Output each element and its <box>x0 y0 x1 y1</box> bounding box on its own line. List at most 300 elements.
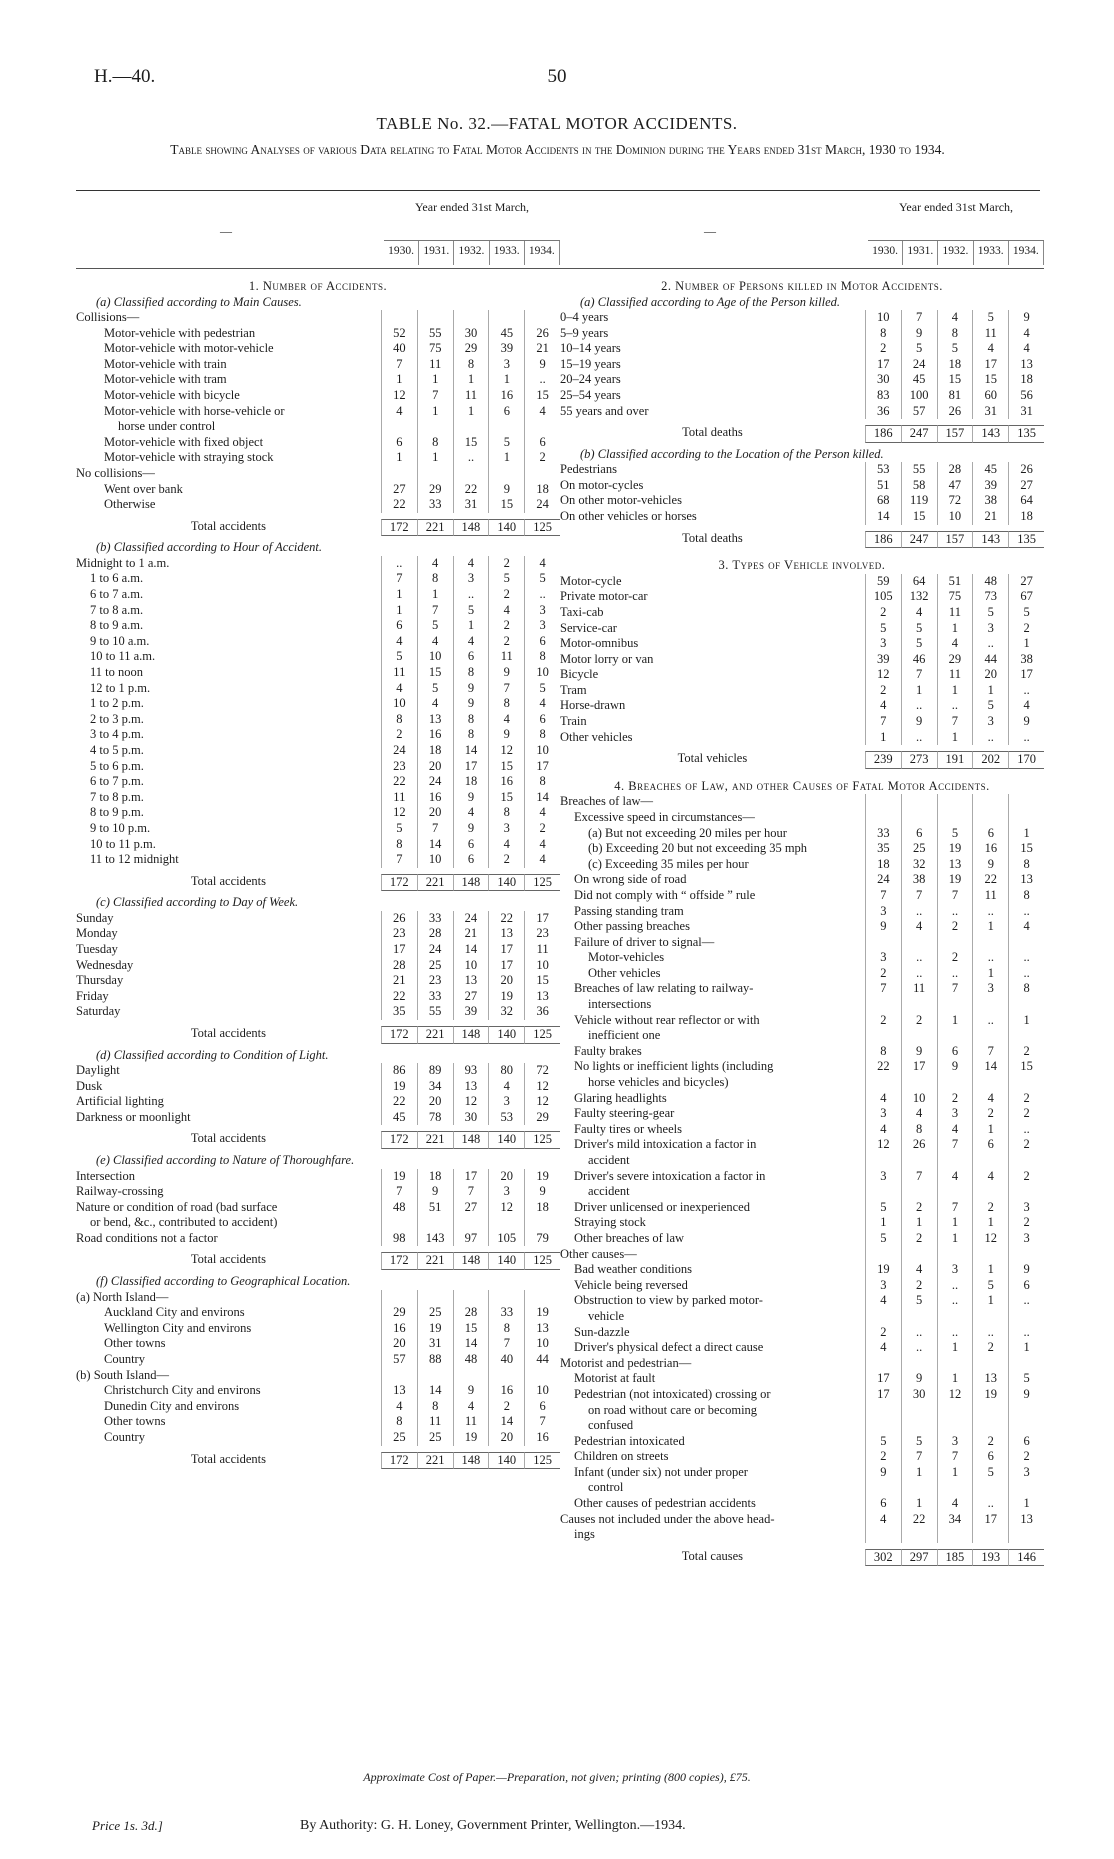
table-row <box>76 1290 560 1306</box>
value-cell: 4 <box>488 712 524 728</box>
value-cell: 247 <box>901 425 937 443</box>
value-cell: 22 <box>972 872 1008 888</box>
top-rule <box>76 190 1040 191</box>
table-row <box>560 357 1044 373</box>
value-cell: 221 <box>417 1131 453 1149</box>
value-cell: 14 <box>488 1414 524 1430</box>
value-cell: 26 <box>524 326 560 342</box>
value-cell: 10 <box>865 310 901 326</box>
value-cell: .. <box>1008 1293 1044 1309</box>
value-cell: 25 <box>417 1305 453 1321</box>
row-label: 9 to 10 p.m. <box>90 820 151 835</box>
value-cell: 7 <box>937 1137 973 1153</box>
subsection-heading: (a) Classified according to Age of the Person killed. <box>580 294 841 309</box>
value-cell: 2 <box>865 341 901 357</box>
total-row <box>76 874 560 892</box>
table-row <box>76 634 560 650</box>
value-cell: 10 <box>901 1091 937 1107</box>
value-cell: 4 <box>937 1496 973 1512</box>
value-cell: 15 <box>901 509 937 525</box>
table-row <box>560 730 1044 746</box>
value-cell: 4 <box>937 636 973 652</box>
table-row <box>560 388 1044 404</box>
year-header: 1933. <box>974 241 1009 265</box>
row-label: Causes not included under the above head- <box>560 1511 775 1526</box>
value-cell: 4 <box>524 696 560 712</box>
table-row <box>76 911 560 927</box>
value-cell: 78 <box>417 1110 453 1126</box>
cost-note: Approximate Cost of Paper.—Preparation, not given; printing (800 copies), £75. <box>363 1770 751 1784</box>
value-cell: 4 <box>865 1122 901 1138</box>
value-cell: 27 <box>381 482 417 498</box>
value-cell: .. <box>972 904 1008 920</box>
value-cell: 6 <box>453 837 489 853</box>
row-label: Intersection <box>76 1168 136 1183</box>
value-cell: 6 <box>524 712 560 728</box>
row-label: 10–14 years <box>560 341 621 356</box>
value-cell: 2 <box>937 1091 973 1107</box>
row-label: No lights or inefficient lights (including <box>574 1059 774 1074</box>
value-cell: 148 <box>453 1452 489 1470</box>
value-cell <box>972 810 1008 826</box>
row-label: Friday <box>76 988 109 1003</box>
value-cell: 24 <box>865 872 901 888</box>
value-cell: 13 <box>1008 357 1044 373</box>
value-cell <box>937 1403 973 1419</box>
value-cell: 12 <box>937 1387 973 1403</box>
table-row <box>560 310 1044 326</box>
section-heading: 2. Number of Persons killed in Motor Accidents. <box>661 279 943 293</box>
value-cell: 20 <box>488 1169 524 1185</box>
table-row <box>560 1403 1044 1419</box>
value-cell: 8 <box>417 571 453 587</box>
value-cell: 9 <box>1008 1387 1044 1403</box>
row-label: Driver's physical defect a direct cause <box>574 1340 764 1355</box>
value-cell: 1 <box>453 618 489 634</box>
table-row <box>76 450 560 466</box>
table-row <box>76 665 560 681</box>
value-cell: 5 <box>901 1293 937 1309</box>
value-cell: 7 <box>901 310 937 326</box>
value-cell: 86 <box>381 1063 417 1079</box>
table-row <box>560 652 1044 668</box>
value-cell: 51 <box>417 1200 453 1216</box>
value-cell: 19 <box>381 1169 417 1185</box>
row-label: Total vehicles <box>677 751 748 766</box>
value-cell: 125 <box>524 519 560 537</box>
row-label: 1 to 2 p.m. <box>90 696 144 711</box>
table-row <box>560 1200 1044 1216</box>
value-cell: 22 <box>901 1512 937 1528</box>
left-panel <box>76 196 560 1473</box>
row-label: 5 to 6 p.m. <box>90 758 144 773</box>
table-row <box>76 404 560 420</box>
value-cell: 14 <box>417 1383 453 1399</box>
value-cell: 1 <box>1008 636 1044 652</box>
value-cell: 4 <box>1008 341 1044 357</box>
table-row <box>76 372 560 388</box>
value-cell: 1 <box>972 966 1008 982</box>
value-cell: 27 <box>453 1200 489 1216</box>
value-cell: 13 <box>381 1383 417 1399</box>
total-row <box>76 1131 560 1149</box>
table-row <box>76 821 560 837</box>
value-cell: 1 <box>453 372 489 388</box>
value-cell: 1 <box>972 1293 1008 1309</box>
table-row <box>560 1028 1044 1044</box>
value-cell: 7 <box>937 888 973 904</box>
value-cell: 24 <box>524 497 560 513</box>
value-cell: 3 <box>972 714 1008 730</box>
value-cell: 9 <box>1008 1262 1044 1278</box>
row-label: Tuesday <box>76 941 118 956</box>
value-cell <box>972 1184 1008 1200</box>
row-label: Vehicle being reversed <box>574 1277 688 1292</box>
table-subtitle: Table showing Analyses of various Data relating to Fatal Motor Accidents in the Dominion during the Years ended 31st March, 1930 to 1934. <box>170 142 945 157</box>
value-cell: 15 <box>453 435 489 451</box>
row-label: 3 to 4 p.m. <box>90 727 144 742</box>
year-ended-header: Year ended 31st March, <box>414 200 530 214</box>
table-row <box>560 667 1044 683</box>
value-cell <box>488 1215 524 1231</box>
value-cell: .. <box>972 1013 1008 1029</box>
value-cell: 1 <box>972 1215 1008 1231</box>
row-label: Excessive speed in circumstances— <box>574 809 755 824</box>
row-label: 55 years and over <box>560 403 649 418</box>
value-cell: 8 <box>417 1399 453 1415</box>
value-cell: 30 <box>901 1387 937 1403</box>
value-cell: 98 <box>381 1231 417 1247</box>
value-cell <box>417 310 453 326</box>
value-cell: 9 <box>901 1044 937 1060</box>
value-cell: 157 <box>937 425 973 443</box>
value-cell: 55 <box>417 326 453 342</box>
row-label: Train <box>560 714 587 729</box>
value-cell <box>1008 810 1044 826</box>
value-cell <box>381 1290 417 1306</box>
value-cell: 172 <box>381 1252 417 1270</box>
value-cell: 27 <box>1008 574 1044 590</box>
value-cell: 9 <box>937 1059 973 1075</box>
value-cell: 8 <box>937 326 973 342</box>
value-cell: 15 <box>1008 841 1044 857</box>
value-cell: .. <box>901 966 937 982</box>
subsection-heading: (e) Classified according to Nature of Thoroughfare. <box>96 1153 355 1167</box>
value-cell: 9 <box>453 821 489 837</box>
value-cell: 13 <box>453 973 489 989</box>
value-cell: 4 <box>488 837 524 853</box>
value-cell: 6 <box>453 649 489 665</box>
value-cell: 100 <box>901 388 937 404</box>
value-cell: 146 <box>1008 1549 1044 1567</box>
value-cell <box>453 419 489 435</box>
value-cell: 221 <box>417 1452 453 1470</box>
value-cell: 12 <box>524 1079 560 1095</box>
value-cell: 1 <box>901 1496 937 1512</box>
table-row <box>76 1305 560 1321</box>
value-cell: 23 <box>381 759 417 775</box>
value-cell: 68 <box>865 493 901 509</box>
value-cell: 8 <box>524 649 560 665</box>
row-label: Other towns <box>104 1414 166 1429</box>
value-cell <box>524 419 560 435</box>
row-label: inefficient one <box>588 1028 661 1043</box>
value-cell: 64 <box>1008 493 1044 509</box>
year-header: 1934. <box>525 241 560 265</box>
value-cell <box>865 1309 901 1325</box>
value-cell: 7 <box>865 981 901 997</box>
value-cell: .. <box>1008 1122 1044 1138</box>
value-cell: 12 <box>972 1231 1008 1247</box>
table-row <box>560 950 1044 966</box>
value-cell <box>937 1418 973 1434</box>
value-cell: 18 <box>417 1169 453 1185</box>
row-label: Motor-vehicle with motor-vehicle <box>104 341 274 356</box>
value-cell: 17 <box>488 958 524 974</box>
row-label: Motorist at fault <box>574 1371 656 1386</box>
value-cell: 3 <box>1008 1465 1044 1481</box>
value-cell: 22 <box>488 911 524 927</box>
value-cell: 19 <box>937 872 973 888</box>
value-cell: 7 <box>865 888 901 904</box>
value-cell: .. <box>524 587 560 603</box>
value-cell: 6 <box>1008 1434 1044 1450</box>
table-row <box>76 310 560 326</box>
value-cell: 7 <box>381 1184 417 1200</box>
value-cell: 5 <box>865 1200 901 1216</box>
value-cell <box>865 1075 901 1091</box>
value-cell: 1 <box>901 683 937 699</box>
value-cell: 16 <box>488 1383 524 1399</box>
row-label: No collisions— <box>76 465 155 480</box>
value-cell: 55 <box>417 1004 453 1020</box>
value-cell: 9 <box>417 1184 453 1200</box>
value-cell <box>972 1075 1008 1091</box>
value-cell: 4 <box>381 1399 417 1415</box>
value-cell: 16 <box>524 1430 560 1446</box>
value-cell: 55 <box>901 462 937 478</box>
value-cell: 75 <box>417 341 453 357</box>
value-cell: 5 <box>453 603 489 619</box>
value-cell: 7 <box>381 852 417 868</box>
row-label: Wednesday <box>76 957 134 972</box>
value-cell: 11 <box>381 790 417 806</box>
table-row <box>560 621 1044 637</box>
value-cell: 40 <box>488 1352 524 1368</box>
value-cell: 11 <box>972 326 1008 342</box>
value-cell: 52 <box>381 326 417 342</box>
value-cell: 26 <box>381 911 417 927</box>
row-label: Road conditions not a factor <box>76 1230 218 1245</box>
value-cell: 36 <box>524 1004 560 1020</box>
value-cell: 2 <box>901 1200 937 1216</box>
table-row <box>560 1169 1044 1185</box>
row-label: Driver's severe intoxication a factor in <box>574 1168 766 1183</box>
section-heading: 4. Breaches of Law, and other Causes of Fatal Motor Accidents. <box>614 778 990 793</box>
value-cell: 7 <box>524 1414 560 1430</box>
row-label: 10 to 11 p.m. <box>90 836 156 851</box>
value-cell: 172 <box>381 874 417 892</box>
value-cell: 5 <box>1008 605 1044 621</box>
value-cell <box>453 466 489 482</box>
value-cell: 7 <box>488 1336 524 1352</box>
value-cell <box>972 1247 1008 1263</box>
value-cell: 13 <box>524 1321 560 1337</box>
value-cell <box>901 1480 937 1496</box>
value-cell <box>865 1028 901 1044</box>
table-row <box>560 1122 1044 1138</box>
table-row <box>76 649 560 665</box>
row-label: Other causes— <box>560 1246 637 1261</box>
value-cell: 6 <box>453 852 489 868</box>
value-cell: 7 <box>488 681 524 697</box>
value-cell: 10 <box>417 852 453 868</box>
value-cell: 9 <box>1008 310 1044 326</box>
value-cell: 47 <box>937 478 973 494</box>
value-cell: 221 <box>417 874 453 892</box>
value-cell: 5 <box>901 341 937 357</box>
value-cell: 2 <box>865 1013 901 1029</box>
value-cell: 1 <box>453 404 489 420</box>
value-cell: 29 <box>937 652 973 668</box>
value-cell: 125 <box>524 1026 560 1044</box>
value-cell: 4 <box>417 696 453 712</box>
table-row <box>76 1414 560 1430</box>
row-label: (a) North Island— <box>76 1289 169 1304</box>
value-cell <box>901 1075 937 1091</box>
value-cell: 29 <box>381 1305 417 1321</box>
value-cell: 135 <box>1008 425 1044 443</box>
table-row <box>76 1336 560 1352</box>
value-cell <box>972 1309 1008 1325</box>
value-cell: 5 <box>488 435 524 451</box>
value-cell: 140 <box>488 1026 524 1044</box>
value-cell: .. <box>972 1496 1008 1512</box>
table-row <box>560 935 1044 951</box>
value-cell: 45 <box>488 326 524 342</box>
row-label: (c) Exceeding 35 miles per hour <box>588 856 749 871</box>
table-row <box>560 636 1044 652</box>
value-cell <box>901 1527 937 1543</box>
table-row <box>560 1371 1044 1387</box>
value-cell: 14 <box>417 837 453 853</box>
value-cell: 1 <box>417 372 453 388</box>
value-cell: .. <box>972 636 1008 652</box>
value-cell: 33 <box>488 1305 524 1321</box>
right-table-body <box>560 279 1044 1566</box>
value-cell: 44 <box>972 652 1008 668</box>
value-cell: 6 <box>381 435 417 451</box>
value-cell: 9 <box>524 1184 560 1200</box>
value-cell: 9 <box>901 714 937 730</box>
table-row <box>76 388 560 404</box>
row-label: 11 to 12 midnight <box>90 852 179 867</box>
row-label: 4 to 5 p.m. <box>90 742 144 757</box>
table-row <box>76 556 560 572</box>
value-cell: .. <box>381 556 417 572</box>
value-cell: 15 <box>488 790 524 806</box>
value-cell: 88 <box>417 1352 453 1368</box>
value-cell: 9 <box>453 681 489 697</box>
value-cell: 11 <box>524 942 560 958</box>
value-cell: 2 <box>524 821 560 837</box>
row-label: Country <box>104 1351 145 1366</box>
value-cell: 157 <box>937 531 973 549</box>
value-cell: 11 <box>417 1414 453 1430</box>
value-cell: 15 <box>1008 1059 1044 1075</box>
value-cell: 26 <box>901 1137 937 1153</box>
value-cell: 15 <box>937 372 973 388</box>
table-row <box>560 1340 1044 1356</box>
value-cell: 20 <box>381 1336 417 1352</box>
value-cell: 3 <box>488 1184 524 1200</box>
table-row <box>76 587 560 603</box>
value-cell: 140 <box>488 1252 524 1270</box>
subsection-heading: (a) Classified according to Main Causes. <box>96 294 302 309</box>
value-cell: 17 <box>865 357 901 373</box>
value-cell: 2 <box>1008 1449 1044 1465</box>
value-cell: 10 <box>524 1336 560 1352</box>
value-cell: 1 <box>488 450 524 466</box>
value-cell <box>937 1028 973 1044</box>
value-cell: 28 <box>937 462 973 478</box>
value-cell: 8 <box>381 1414 417 1430</box>
value-cell <box>453 1290 489 1306</box>
value-cell: 58 <box>901 478 937 494</box>
value-cell: 17 <box>865 1371 901 1387</box>
stub-header: — <box>220 224 232 238</box>
value-cell: 13 <box>1008 872 1044 888</box>
row-label: Total accidents <box>190 1131 266 1146</box>
row-label: Collisions— <box>76 310 140 324</box>
value-cell: 5 <box>1008 1371 1044 1387</box>
table-row <box>560 966 1044 982</box>
value-cell: 48 <box>972 574 1008 590</box>
row-label: vehicle <box>588 1308 625 1323</box>
value-cell: 23 <box>524 926 560 942</box>
table-row <box>560 826 1044 842</box>
value-cell: 7 <box>901 1449 937 1465</box>
value-cell: .. <box>901 730 937 746</box>
value-cell: 170 <box>1008 751 1044 769</box>
row-label: Breaches of law— <box>560 794 654 809</box>
value-cell <box>901 1028 937 1044</box>
row-label: 0–4 years <box>560 310 609 324</box>
value-cell: 1 <box>901 1465 937 1481</box>
value-cell: 2 <box>865 966 901 982</box>
value-cell: 2 <box>865 1325 901 1341</box>
value-cell: 64 <box>901 574 937 590</box>
row-label: Motor-vehicle with fixed object <box>104 434 264 449</box>
value-cell: 18 <box>1008 372 1044 388</box>
value-cell: 12 <box>865 1137 901 1153</box>
value-cell: .. <box>901 1340 937 1356</box>
value-cell: 13 <box>524 989 560 1005</box>
value-cell: 1 <box>937 730 973 746</box>
value-cell <box>488 1290 524 1306</box>
year-header: 1934. <box>1009 241 1044 265</box>
value-cell: 8 <box>1008 857 1044 873</box>
value-cell: 6 <box>381 618 417 634</box>
row-label: 6 to 7 p.m. <box>90 774 144 789</box>
value-cell: 239 <box>865 751 901 769</box>
row-label: Total accidents <box>190 1451 266 1466</box>
value-cell: 4 <box>901 919 937 935</box>
value-cell: .. <box>453 587 489 603</box>
value-cell: 39 <box>972 478 1008 494</box>
value-cell: 26 <box>937 404 973 420</box>
value-cell: 7 <box>937 1449 973 1465</box>
